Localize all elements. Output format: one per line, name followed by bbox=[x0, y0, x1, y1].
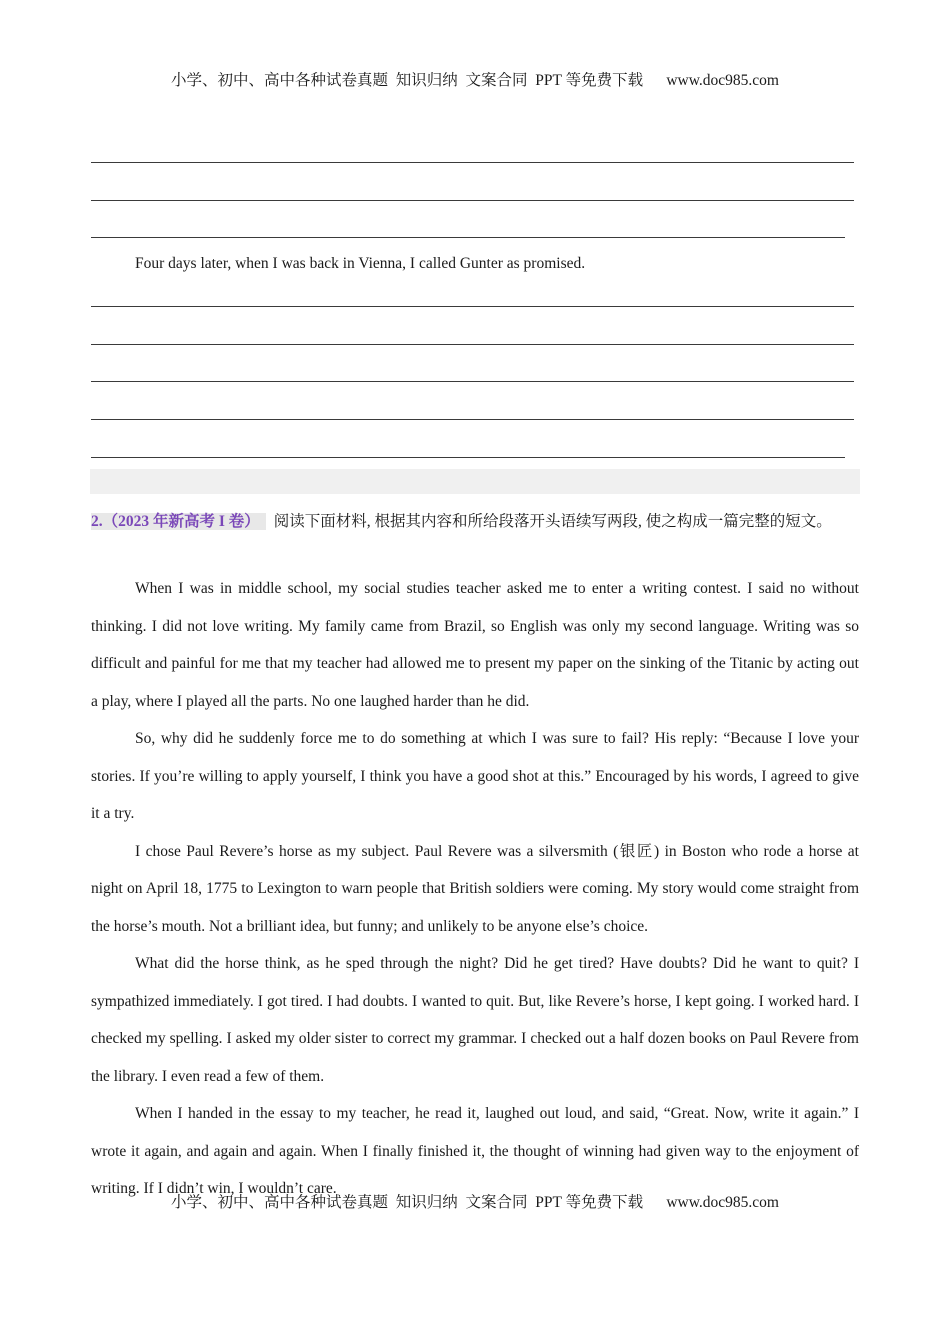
passage-paragraph: So, why did he suddenly force me to do something at which I was sure to fail? His reply: “Because I love your stories. If you’re willing to apply yourself, I think you have a good shot at this.” Encouraged by his words, I agreed to give it a try. bbox=[91, 730, 859, 822]
section-divider-band bbox=[90, 469, 860, 494]
passage-paragraph: When I handed in the essay to my teacher, he read it, laughed out loud, and said, “Great. Now, write it again.” I wrote it again, and again and again. When I finally finished it, the thought of winning had given way to the enjoyment of writing. If I didn’t win, I wouldn’t care. bbox=[91, 1105, 859, 1197]
question-instruction: 阅读下面材料, 根据其内容和所给段落开头语续写两段, 使之构成一篇完整的短文。 bbox=[273, 513, 832, 530]
writing-line bbox=[91, 419, 854, 420]
question-prompt bbox=[91, 503, 859, 540]
page-footer: 小学、初中、高中各种试卷真题 知识归纳 文案合同 PPT 等免费下载 www.doc985.com bbox=[171, 1194, 779, 1211]
writing-line bbox=[91, 344, 854, 345]
question-tag: 2.（2023 年新高考 I 卷） bbox=[91, 513, 266, 530]
writing-line bbox=[91, 306, 854, 307]
writing-line bbox=[91, 200, 854, 201]
page-header: 小学、初中、高中各种试卷真题 知识归纳 文案合同 PPT 等免费下载 www.doc985.com bbox=[171, 72, 779, 89]
reading-passage bbox=[91, 570, 859, 1208]
writing-line bbox=[91, 381, 854, 382]
passage-paragraph: I chose Paul Revere’s horse as my subject. Paul Revere was a silversmith (银匠) in Boston who rode a horse at night on April 18, 1775 to Lexington to warn people that British soldiers were coming. My story would come straight from the horse’s mouth. Not a brilliant idea, but funny; and unlikely to be anyone else’s choice. bbox=[91, 842, 859, 935]
writing-line bbox=[91, 162, 854, 163]
passage-paragraph: What did the horse think, as he sped through the night? Did he get tired? Have doubts? Did he want to quit? I sympathized immediately. I got tired. I had doubts. I wanted to quit. But, like Revere’s horse, I kept going. I worked hard. I checked my spelling. I asked my older sister to correct my grammar. I checked out a half dozen books on Paul Revere from the library. I even read a few of them. bbox=[91, 955, 859, 1085]
writing-line bbox=[91, 457, 845, 458]
passage-paragraph: When I was in middle school, my social studies teacher asked me to enter a writing contest. I said no without thinking. I did not love writing. My family came from Brazil, so English was only my second language. Writing was so difficult and painful for me that my teacher had allowed me to present my paper on the sinking of the Titanic by acting out a play, where I played all the parts. No one laughed harder than he did. bbox=[91, 580, 859, 710]
writing-line bbox=[91, 237, 845, 238]
paragraph-lead-sentence: Four days later, when I was back in Vienna, I called Gunter as promised. bbox=[135, 255, 586, 272]
